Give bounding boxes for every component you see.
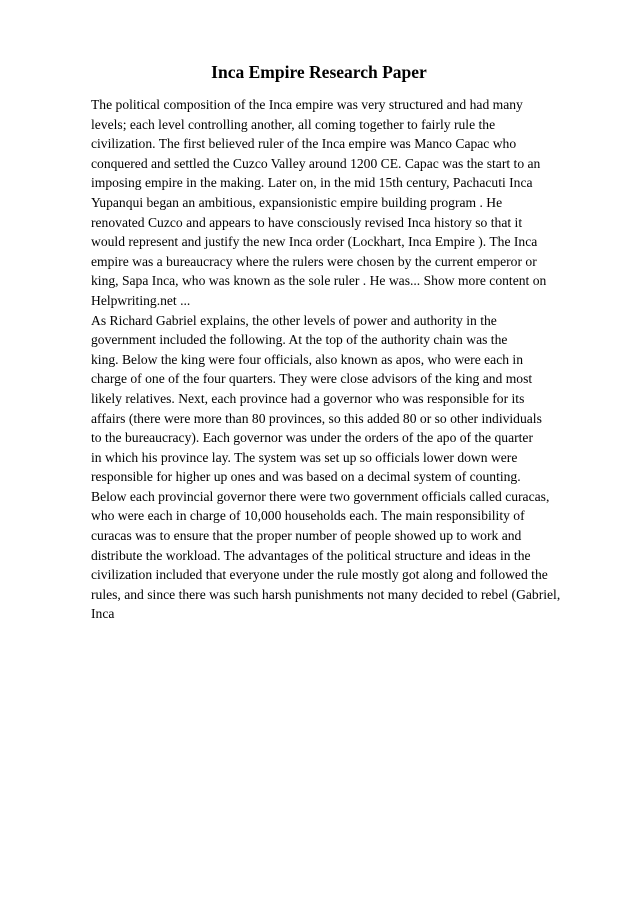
body-line: empire was a bureaucracy where the rulers were chosen by the current emperor or [91,253,537,269]
body-line: The political composition of the Inca empire was very structured and had many [91,97,523,112]
body-line: civilization. The first believed ruler of the Inca empire was Manco Capac who [91,136,517,152]
body-line: Below each provincial governor there were two government officials called curacas, [91,488,550,504]
body-line: Yupanqui began an ambitious, expansionistic empire building program . He [91,194,503,210]
body-line: in which his province lay. The system was set up so officials lower down were [91,449,518,465]
body-line: king. Below the king were four officials, also known as apos, who were each in [91,351,523,367]
body-line: who were each in charge of 10,000 households each. The main responsibility of [91,508,525,524]
body-line: would represent and justify the new Inca order (Lockhart, Inca Empire ). The Inca [91,234,538,250]
body-line: curacas was to ensure that the proper number of people showed up to work and [91,528,522,544]
body-line: government included the following. At the top of the authority chain was the [91,332,508,348]
body-line: to the bureaucracy). Each governor was under the orders of the apo of the quarter [91,430,533,446]
body-line: rules, and since there was such harsh punishments not many decided to rebel (Gabriel, [91,586,561,602]
body-line: king, Sapa Inca, who was known as the sole ruler . He was... Show more content on [91,273,547,289]
body-line: civilization included that everyone under the rule mostly got along and followed the [91,567,548,583]
body-line: levels; each level controlling another, all coming together to fairly rule the [91,116,496,132]
body-line: Helpwriting.net ... [91,292,191,308]
body-line: responsible for higher up ones and was based on a decimal system of counting. [91,469,521,485]
body-line: imposing empire in the making. Later on, in the mid 15th century, Pachacuti Inca [91,175,533,191]
document-body [91,95,611,624]
body-line: renovated Cuzco and appears to have consciously revised Inca history so that it [91,214,523,230]
body-line: charge of one of the four quarters. They were close advisors of the king and most [91,371,533,387]
body-line: conquered and settled the Cuzco Valley around 1200 CE. Capac was the start to an [91,155,541,171]
body-line: As Richard Gabriel explains, the other levels of power and authority in the [91,312,497,328]
body-line: distribute the workload. The advantages of the political structure and ideas in the [91,547,531,563]
body-line: affairs (there were more than 80 provinces, so this added 80 or so other individuals [91,410,542,426]
body-line: likely relatives. Next, each province had a governor who was responsible for its [91,390,525,406]
document-title: Inca Empire Research Paper [211,62,427,82]
body-line: Inca [91,606,115,622]
